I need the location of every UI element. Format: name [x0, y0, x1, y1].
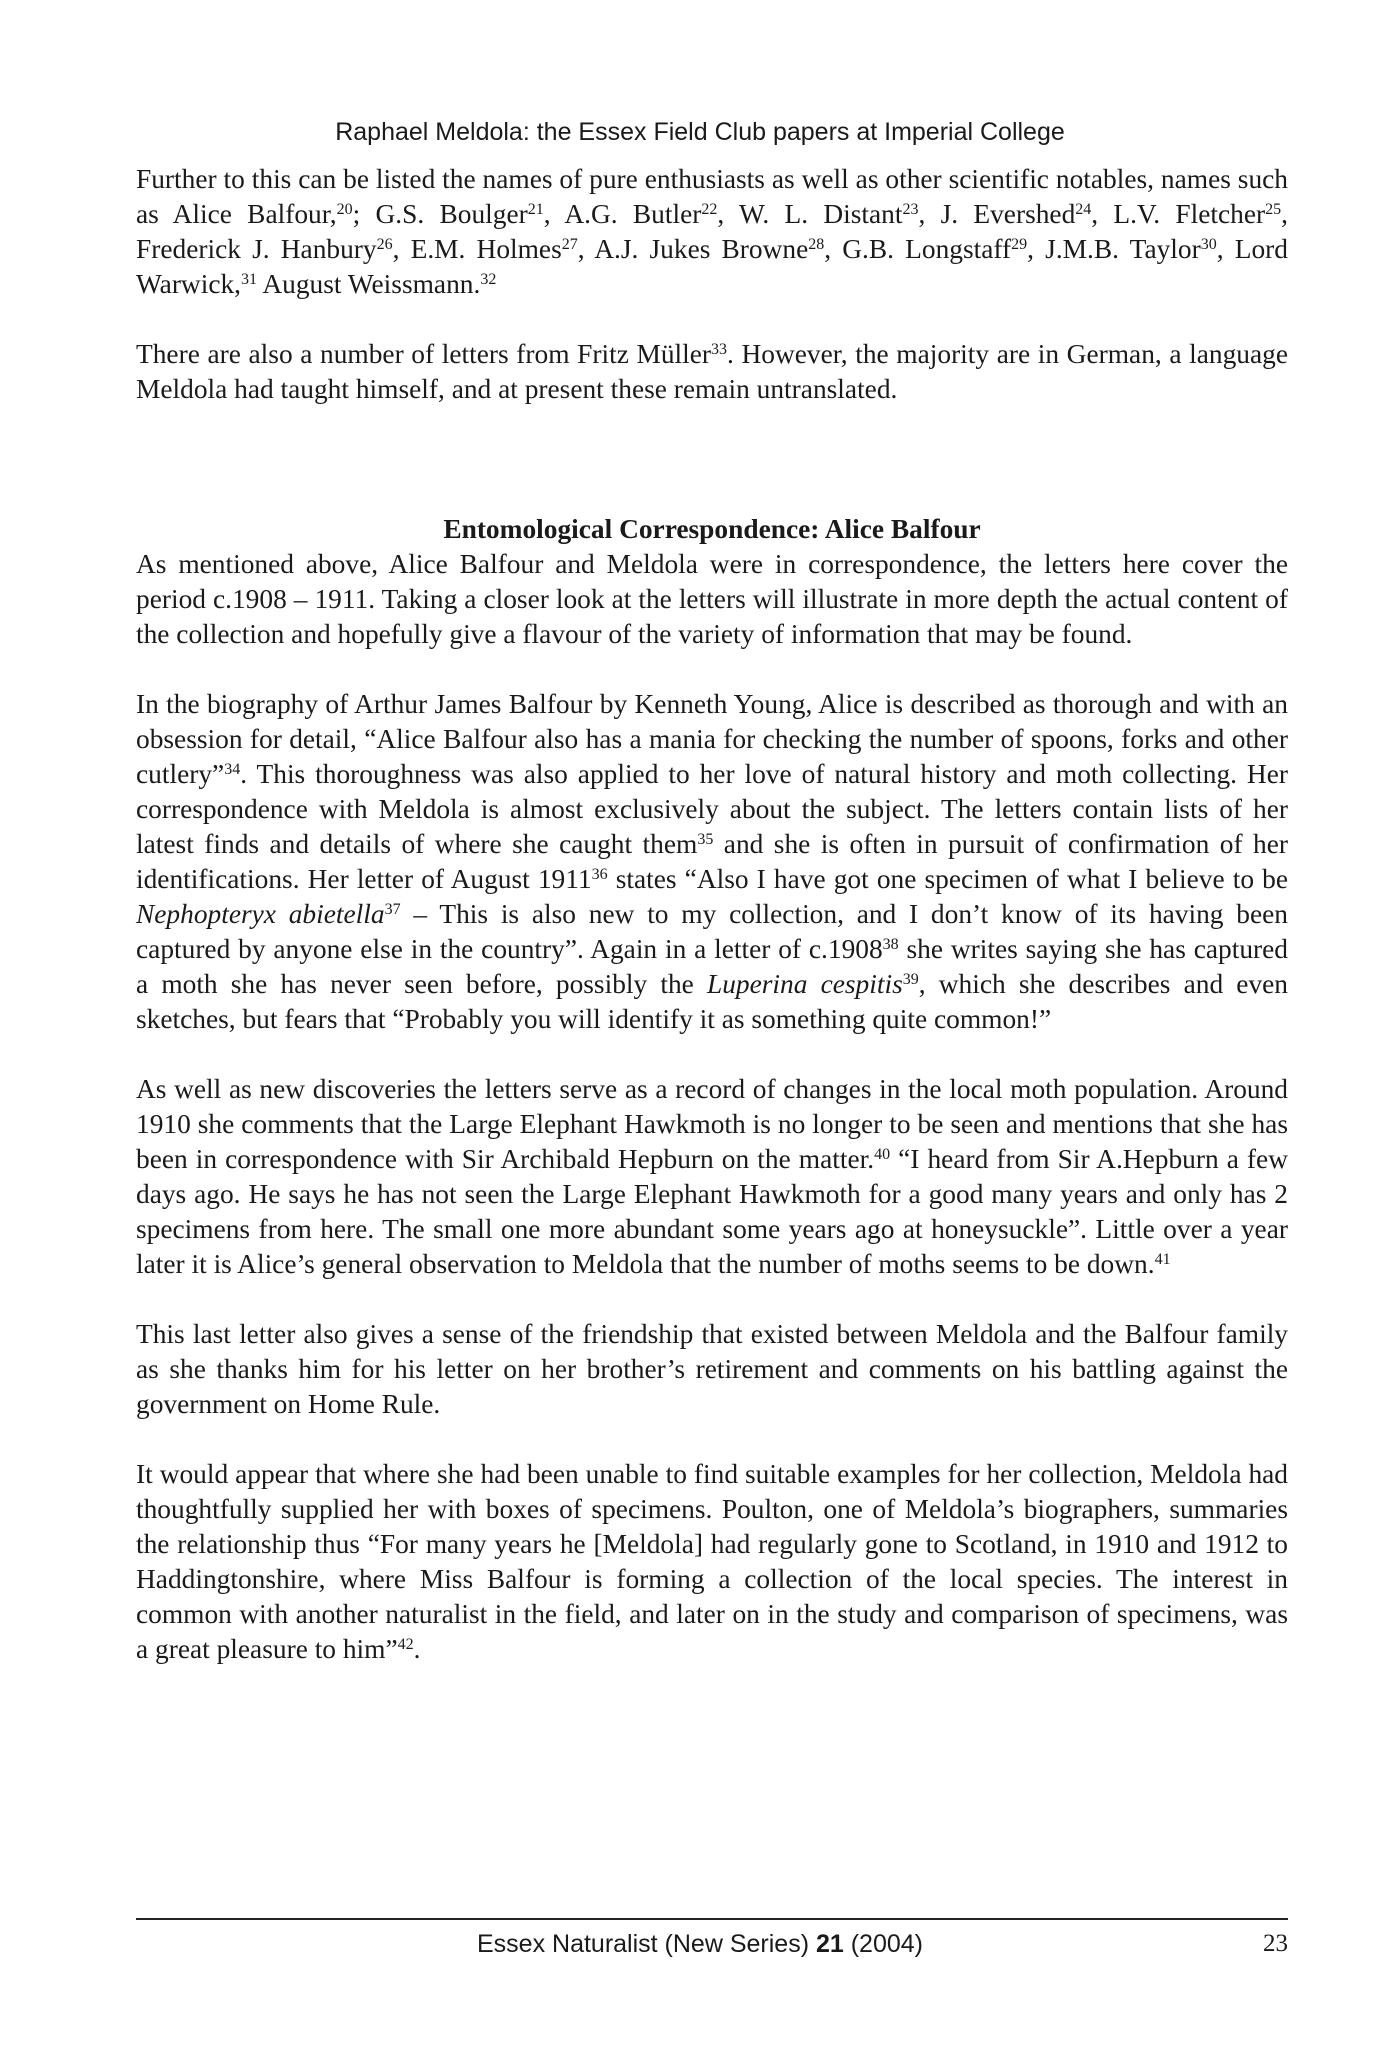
- footnote-ref-28[interactable]: 28: [808, 236, 825, 253]
- text-run: ; G.S. Boulger: [352, 199, 528, 229]
- footnote-ref-40[interactable]: 40: [874, 1146, 891, 1163]
- footnote-ref-26[interactable]: 26: [376, 236, 393, 253]
- footnote-ref-32[interactable]: 32: [480, 271, 497, 288]
- article-body: [136, 162, 1288, 1702]
- text-run: . However, the majority are in German, a language Meldola had taught himself, and at present these remain untranslated.: [136, 339, 1288, 404]
- footnote-ref-36[interactable]: 36: [591, 866, 608, 883]
- text-run: she writes saying she has captured a moth she has never seen before, possibly the: [136, 934, 1288, 999]
- text-run: , W. L. Distant: [717, 199, 903, 229]
- paragraph-friendship: This last letter also gives a sense of the friendship that existed between Meldola and the Balfour family as she thanks him for his letter on her brother’s retirement and comments on his battling against the government on Home Rule.: [136, 1319, 1288, 1419]
- text-run: As well as new discoveries the letters serve as a record of changes in the local moth population. Around 1910 she comments that the Large Elephant Hawkmoth is no longer to be seen and mentions that she has been in correspondence with Sir Archibald Hepburn on the matter.: [136, 1074, 1288, 1174]
- text-run: , which she describes and even sketches, but fears that “Probably you will identify it as something quite common!”: [136, 969, 1288, 1034]
- footnote-ref-35[interactable]: 35: [697, 831, 714, 848]
- footnote-ref-22[interactable]: 22: [701, 201, 718, 218]
- journal-citation: [0, 1930, 1400, 1959]
- footnote-ref-38[interactable]: 38: [882, 936, 899, 953]
- footnote-ref-42[interactable]: 42: [397, 1636, 414, 1653]
- paragraph-notables: [136, 162, 1288, 302]
- footnote-ref-25[interactable]: 25: [1265, 201, 1282, 218]
- footnote-ref-20[interactable]: 20: [336, 201, 353, 218]
- page-number: 23: [1263, 1930, 1288, 1957]
- text-run: states “Also I have got one specimen of what I believe to be: [607, 864, 1288, 894]
- text-run: , E.M. Holmes: [392, 234, 562, 264]
- footnote-ref-41[interactable]: 41: [1154, 1251, 1171, 1268]
- section-heading: Entomological Correspondence: Alice Balfour: [443, 514, 981, 544]
- text-run: August Weissmann.: [257, 269, 481, 299]
- text-run: , J. Evershed: [918, 199, 1076, 229]
- footnote-ref-23[interactable]: 23: [902, 201, 919, 218]
- footnote-ref-31[interactable]: 31: [241, 271, 258, 288]
- footnote-ref-34[interactable]: 34: [224, 761, 241, 778]
- footnote-ref-39[interactable]: 39: [902, 971, 919, 988]
- footnote-ref-29[interactable]: 29: [1011, 236, 1028, 253]
- paragraph-moth-population: [136, 1072, 1288, 1282]
- species-name: Luperina cespitis: [706, 969, 903, 999]
- journal-year: (2004): [843, 1930, 923, 1958]
- journal-name: Essex Naturalist (New Series): [476, 1930, 816, 1958]
- footnote-ref-30[interactable]: 30: [1200, 236, 1217, 253]
- paragraph-specimens: [136, 1457, 1288, 1667]
- footnote-ref-37[interactable]: 37: [384, 901, 401, 918]
- text-run: “I heard from Sir A.Hepburn a few days ago. He says he has not seen the Large Elephant Hawkmoth for a good many years and only has 2 specimens from here. The small one more abundant some years ago at honeysuckle”. Little over a year later it is Alice’s general observation to Meldola that the number of moths seems to be down.: [136, 1144, 1288, 1279]
- journal-volume: 21: [815, 1930, 844, 1958]
- text-run: and she is often in pursuit of confirmation of her identifications. Her letter of August 1911: [136, 829, 1288, 894]
- text-run: – This is also new to my collection, and I don’t know of its having been captured by anyone else in the country”. Again in a letter of c.1908: [136, 899, 1288, 964]
- text-run: , Lord Warwick,: [136, 234, 1288, 299]
- text-run: , G.B. Longstaff: [824, 234, 1012, 264]
- footnote-ref-24[interactable]: 24: [1075, 201, 1092, 218]
- text-run: .: [413, 1634, 421, 1664]
- text-run: , A.G. Butler: [543, 199, 702, 229]
- section-spacer: [136, 442, 1288, 512]
- footnote-ref-21[interactable]: 21: [527, 201, 544, 218]
- paragraph-intro-balfour: As mentioned above, Alice Balfour and Meldola were in correspondence, the letters here cover the period c.1908 – 1911. Taking a closer look at the letters will illustrate in more depth the actual content of the collection and hopefully give a flavour of the variety of information that may be found.: [136, 549, 1288, 649]
- text-run: , A.J. Jukes Browne: [577, 234, 809, 264]
- footnote-ref-33[interactable]: 33: [711, 341, 728, 358]
- text-run: , Frederick J. Hanbury: [136, 199, 1288, 264]
- paragraph-biography: [136, 687, 1288, 1037]
- text-run: In the biography of Arthur James Balfour by Kenneth Young, Alice is described as thorough and with an obsession for detail, “Alice Balfour also has a mania for checking the number of spoons, forks and other cutlery”: [136, 689, 1288, 789]
- footnote-ref-27[interactable]: 27: [561, 236, 578, 253]
- footer-rule: [136, 1918, 1288, 1920]
- text-run: Further to this can be listed the names of pure enthusiasts as well as other scientific notables, names such as Alice Balfour,: [136, 164, 1288, 229]
- text-run: It would appear that where she had been unable to find suitable examples for her collection, Meldola had thoughtfully supplied her with boxes of specimens. Poulton, one of Meldola’s biographers, summaries the relationship thus “For many years he [Meldola] had regularly gone to Scotland, in 1910 and 1912 to Haddingtonshire, where Miss Balfour is forming a collection of the local species. The interest in common with another naturalist in the field, and later on in the study and comparison of specimens, was a great pleasure to him”: [136, 1459, 1288, 1664]
- text-run: There are also a number of letters from Fritz Müller: [136, 339, 712, 369]
- text-run: , L.V. Fletcher: [1091, 199, 1266, 229]
- running-head: Raphael Meldola: the Essex Field Club papers at Imperial College: [335, 118, 1065, 146]
- species-name: Nephopteryx abietella: [136, 899, 385, 929]
- text-run: . This thoroughness was also applied to her love of natural history and moth collecting. Her correspondence with Meldola is almost exclusively about the subject. The letters contain lists of her latest finds and details of where she caught them: [136, 759, 1288, 859]
- paragraph-muller-letters: [136, 337, 1288, 407]
- text-run: , J.M.B. Taylor: [1027, 234, 1201, 264]
